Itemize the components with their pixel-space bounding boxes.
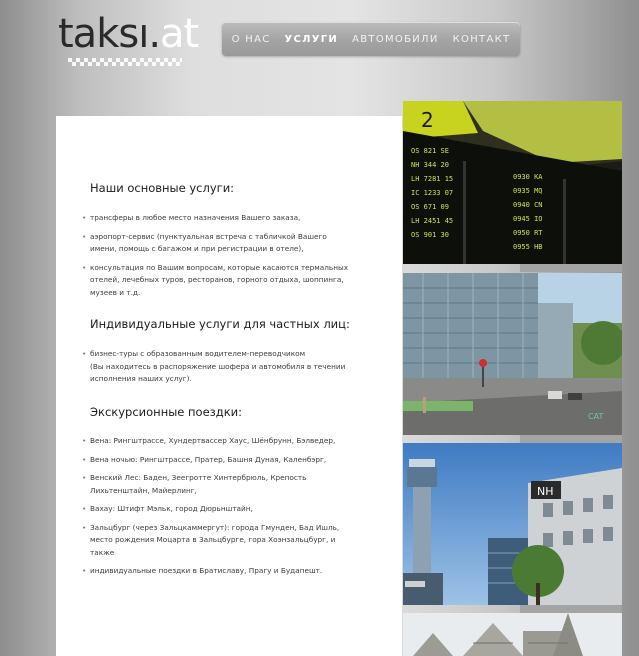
svg-text:IC 1233 07: IC 1233 07 <box>411 189 454 197</box>
departure-board-photo <box>403 101 622 264</box>
main-services-list <box>82 212 382 305</box>
list-item: • Зальцбург (через Зальцкаммергут): города Гмунден, Бад Ишль, место рождения Моцарта в Зальцбурге, гора Хоэнзальцбург, и также <box>82 522 340 557</box>
excursions-list <box>82 435 382 584</box>
list-item: • трансферы в любое место назначения Вашего заказа, <box>82 213 301 222</box>
logo-wordmark: taksı.at <box>58 11 199 57</box>
individual-services-list <box>82 348 382 392</box>
list-item: • аэропорт-сервис (пунктуальная встреча с табличкой Вашего имени, помощь с багажом и при регистрации в отеле), <box>82 231 327 253</box>
cathedral-photo <box>403 613 622 656</box>
office-buildings-street-photo <box>403 273 622 435</box>
svg-text:NH 344 20: NH 344 20 <box>411 161 449 169</box>
photo-strip <box>520 605 622 613</box>
svg-text:0930 KA: 0930 KA <box>513 173 543 181</box>
list-item: • Венский Лес: Баден, Зеегротте Хинтербрюль, Крепость Лихьтенштайн, Майерлинг, <box>82 473 307 495</box>
svg-text:0940 CN: 0940 CN <box>513 201 543 209</box>
svg-text:0950 RT: 0950 RT <box>513 229 543 237</box>
nav-services[interactable]: УСЛУГИ <box>284 33 339 45</box>
svg-text:0945 IO: 0945 IO <box>513 215 543 223</box>
svg-text:LH 7281 15: LH 7281 15 <box>411 175 454 183</box>
svg-text:2: 2 <box>421 108 434 132</box>
svg-text:OS 821 SE: OS 821 SE <box>411 147 449 155</box>
list-item: • Вена: Рингштрассе, Хундертвассер Хаус, Шёнбрунн, Бэлведер, <box>82 436 336 445</box>
list-item: • консультация по Вашим вопросам, которые касаются термальных отелей, лечебных туров, ресторанов, горного отдыха, шоппинга, музеев и т.д. <box>82 262 349 297</box>
nav-about[interactable]: О НАС <box>231 33 271 45</box>
logo-checker-pattern <box>68 58 182 66</box>
svg-text:LH 2451 45: LH 2451 45 <box>411 217 454 225</box>
section-title-excursions: Экскурсионные поездки: <box>90 405 243 419</box>
section-title-main-services: Наши основные услуги: <box>90 181 235 195</box>
section-title-individual-services: Индивидуальные услуги для частных лиц: <box>90 317 350 331</box>
content-panel <box>56 116 402 656</box>
main-nav <box>222 22 520 56</box>
photo-strip <box>520 435 622 443</box>
nav-contact[interactable]: КОНТАКТ <box>452 33 511 45</box>
svg-text:0955 HB: 0955 HB <box>513 243 543 251</box>
list-item: • бизнес-туры с образованным водителем-переводчиком (Вы находитесь в распоряжение шофера и автомобиля в течении исполнения наших услуг). <box>82 349 346 383</box>
nav-cars[interactable]: АВТОМОБИЛИ <box>352 33 439 45</box>
site-logo[interactable] <box>58 11 199 66</box>
svg-text:OS 901 30: OS 901 30 <box>411 231 449 239</box>
list-item: • Вена ночью: Рингштрассе, Пратер, Башня Дуная, Каленбэрг, <box>82 454 327 464</box>
svg-text:0935 MQ: 0935 MQ <box>513 187 543 195</box>
photo-strip <box>520 264 622 272</box>
svg-text:NH: NH <box>537 485 554 498</box>
list-item: • индивидуальные поездки в Братиславу, Прагу и Будапешт. <box>82 566 323 575</box>
svg-text:OS 671 09: OS 671 09 <box>411 203 449 211</box>
list-item: • Вахау: Штифт Мэльк, город Дюрьнштайн, <box>82 504 253 513</box>
svg-text:CAT: CAT <box>588 412 604 421</box>
airport-tower-hotel-photo <box>403 443 622 605</box>
